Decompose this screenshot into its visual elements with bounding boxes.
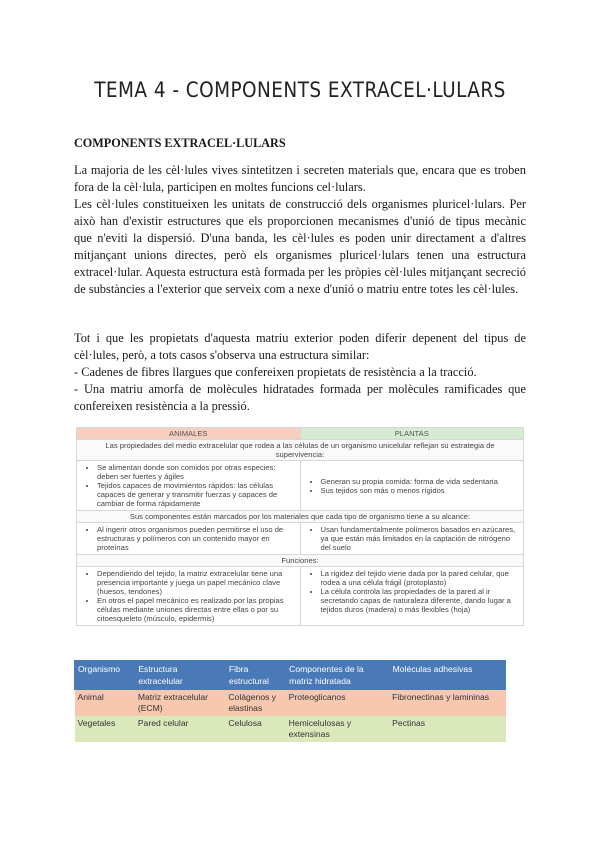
plants-components-cell xyxy=(300,523,524,555)
list-item: • Usan fundamentalmente polímeros basados en azúcares, ya que están más limitados en la captación de nitrógeno del suelo xyxy=(321,525,520,552)
column-header: Organismo xyxy=(75,661,135,690)
animals-components-cell xyxy=(77,523,301,555)
plants-functions-cell xyxy=(300,567,524,626)
table-row xyxy=(75,716,506,742)
column-header: Estructura extracelular xyxy=(135,661,226,690)
intro-paragraph xyxy=(74,162,526,298)
table-cell: Fibronectinas y lamininas xyxy=(389,690,505,717)
list-item: • Al ingerir otros organismos pueden permitirse el uso de estructuras y polímeros con un contenido mayor en proteínas xyxy=(97,525,296,552)
list-item: • La rigidez del tejido viene dada por la pared celular, que rodea a una célula frágil (protoplasto) xyxy=(321,569,520,587)
intro-row: Las propiedades del medio extracelular que rodea a las células de un organismo unicelular reflejan su estrategia de supervivencia: xyxy=(77,440,524,461)
table-row xyxy=(75,690,506,717)
paragraph-sentence: Les cèl·lules constitueixen les unitats de construcció dels organismes pluricel·lulars. Per això han d'existir estructures que els proporcionen mecanismes d'unió de tipus mecànic que n'eviti la dispersió. D'una banda, les cèl·lules es poden unir directament a d'altres mitjançant unions directes, però els organismes pluricel·lulars tenen una estructura extracel·lular. Aquesta estructura està formada per les pròpies cèl·lules mitjançant secreció de substàncies a l'exterior que serveix com a nexe d'unió o matriu entre totes les cèl·lules. xyxy=(74,197,526,296)
list-item: • Dependiendo del tejido, la matriz extracelular tiene una presencia importante y juega un papel mecánico clave (huesos, tendones) xyxy=(97,569,296,596)
list-item: • En otros el papel mecánico es realizado por las propias células mediante uniones directas entre ellas o por su citoesqueleto (músculo, epidermis) xyxy=(97,596,296,623)
column-header: Componentes de la matriz hidratada xyxy=(286,661,389,690)
list-item: • Se alimentan donde son comidos por otras especies: deben ser fuertes y ágiles xyxy=(97,463,296,481)
table-cell: Pared celular xyxy=(135,716,226,742)
table-cell: Colágenos y elastinas xyxy=(225,690,285,717)
list-item: - Una matriu amorfa de molècules hidratades formada per molècules ramificades que confereixen resistència a la pressió. xyxy=(74,382,526,413)
paragraph-sentence: Tot i que les propietats d'aquesta matriu exterior poden diferir depenent del tipus de cèl·lules, però, a tots casos s'observa una estructura similar: xyxy=(74,331,526,362)
list-item: • Generan su propia comida: forma de vida sedentaria xyxy=(321,477,520,486)
table-cell: Matriz extracelular (ECM) xyxy=(135,690,226,717)
table-cell: Animal xyxy=(75,690,135,717)
functions-row: Funciones: xyxy=(77,555,524,567)
components-row: Sus componentes están marcados por los materiales que cada tipo de organismo tiene a su alcance: xyxy=(77,511,524,523)
list-item: • Sus tejidos son más o menos rígidos xyxy=(321,486,520,495)
column-header: Fibra estructural xyxy=(225,661,285,690)
header-animals: ANIMALES xyxy=(77,428,301,440)
table-cell: Pectinas xyxy=(389,716,505,742)
animals-functions-cell xyxy=(77,567,301,626)
header-plants: PLANTAS xyxy=(300,428,524,440)
list-item: - Cadenes de fibres llargues que confereixen propietats de resistència a la tracció. xyxy=(74,365,477,379)
table-cell: Celulosa xyxy=(225,716,285,742)
animals-strategy-cell xyxy=(77,461,301,511)
column-header: Moléculas adhesivas xyxy=(389,661,505,690)
list-item: • Tejidos capaces de movimientos rápidos: las células capaces de generar y transmitir fuerzas y capaces de cambiar de forma rápidamente xyxy=(97,481,296,508)
comparison-table xyxy=(76,427,524,626)
page-title: TEMA 4 - COMPONENTS EXTRACEL·LULARS xyxy=(94,78,506,102)
plants-strategy-cell xyxy=(300,461,524,511)
list-item: • La célula controla las propiedades de la pared al ir secretando capas de naturaleza diferente, dando lugar a tejidos duros (madera) o más flexibles (hoja) xyxy=(321,587,520,614)
section-heading: COMPONENTS EXTRACEL·LULARS xyxy=(74,136,286,150)
table-cell: Vegetales xyxy=(75,716,135,742)
structure-paragraph xyxy=(74,330,526,415)
table-cell: Hemicelulosas y extensinas xyxy=(286,716,389,742)
table-cell: Proteoglicanos xyxy=(286,690,389,717)
detail-table xyxy=(74,660,506,742)
paragraph-sentence: La majoria de les cèl·lules vives sintetitzen i secreten materials que, encara que es troben fora de la cèl·lula, participen en moltes funcions cel·lulars. xyxy=(74,163,526,194)
